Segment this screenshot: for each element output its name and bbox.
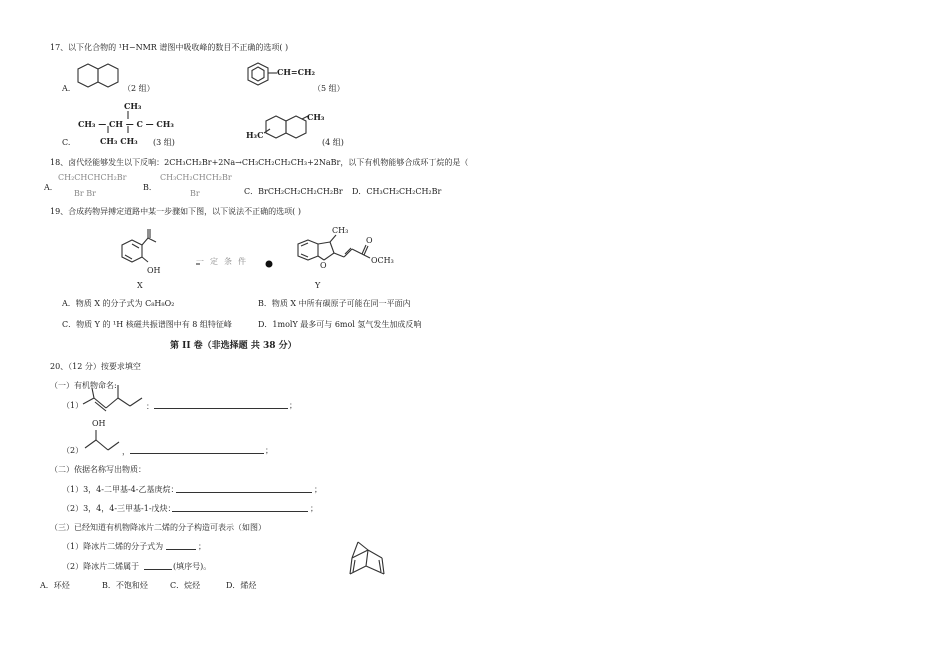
q19-option-b: B．物质 X 中所有碳原子可能在同一平面内 (258, 299, 411, 308)
q20-p2-1-label: （1）3，4-二甲基-4-乙基庚烷： (62, 485, 179, 494)
q20-p3-1-answer-line[interactable] (166, 542, 196, 553)
q20-part1-heading: （一）有机物命名: (50, 381, 117, 390)
q20-option-c: C．烷烃 (170, 581, 201, 590)
q18-option-b-formula: CH₃CH₂CHCH₂Br (160, 173, 232, 182)
q20-p1-2-oh: OH (92, 419, 106, 428)
q20-option-a: A．环烃 (40, 581, 70, 590)
q20-p1-1-answer-line[interactable]: ： (146, 401, 288, 412)
q20-p1-2-end: ； (265, 446, 273, 455)
q17-c-bottom-methyls: CH₃ CH₃ (100, 136, 138, 146)
q19-reaction-conditions: 一定条件 (196, 257, 252, 266)
q17-d-left-methyl: H₃C (246, 130, 264, 140)
q19-stem: 19、合成药物异搏定道路中某一步骤如下图，以下说法不正确的选项( ) (50, 207, 301, 216)
q20-option-b: B．不饱和烃 (102, 581, 148, 590)
q20-stem: 20、（12 分）按要求填空 (50, 362, 141, 371)
q20-option-d: D．烯烃 (226, 581, 257, 590)
q20-part2-heading: （二）依据名称写出物质： (50, 465, 146, 474)
q20-p3-1-end: ； (198, 542, 206, 551)
q20-p1-2-skeletal-structure (84, 428, 124, 454)
q17-option-a-label: A. (62, 84, 71, 93)
q18-option-b-bromine: Br (190, 189, 200, 198)
q20-p1-1-end: ； (289, 401, 297, 410)
q17-a-bicyclic-structure (77, 62, 123, 96)
q20-p3-1-label: （1）降冰片二烯的分子式为 (62, 542, 164, 551)
q20-p1-2-answer-line[interactable]: ， (122, 446, 264, 457)
q19-y-methoxy: OCH₃ (371, 256, 394, 265)
q17-option-c-groups: (3 组) (153, 138, 175, 147)
q17-option-b-groups: （5 组） (313, 84, 345, 93)
q20-part3-heading: （三）已经知道有机物降冰片二烯的分子构造可表示（如图） (50, 523, 266, 532)
q19-option-a: A．物质 X 的分子式为 C₈H₈O₂ (62, 299, 175, 308)
q19-option-c: C．物质 Y 的 ¹H 核磁共振谱图中有 8 组特征峰 (62, 320, 232, 329)
q20-p2-2-end: ； (310, 504, 318, 513)
q17-d-right-methyl: CH₃ (307, 112, 325, 122)
q20-p1-1-skeletal-structure (82, 384, 150, 412)
q19-reaction-arrow (196, 258, 272, 268)
q20-p3-2-label: （2）降冰片二烯属于 (62, 562, 140, 571)
q19-y-carbonyl-o: O (366, 236, 373, 245)
q20-p3-2-answer-line[interactable] (144, 562, 172, 573)
q17-option-a-groups: （2 组） (123, 84, 155, 93)
q20-p3-2-end: (填序号)。 (173, 562, 212, 571)
q17-option-c-label: C. (62, 138, 71, 147)
section-2-title: 第 II 卷（非选择题 共 38 分） (170, 341, 297, 351)
q19-y-ring-o: O (320, 261, 327, 270)
q18-option-c: C．BrCH₂CH₂CH₂CH₂Br (244, 187, 343, 196)
q20-p2-2-label: （2）3，4，4-三甲基-1-戊炔： (62, 504, 176, 513)
q20-norbornadiene-structure (344, 540, 392, 580)
q19-compound-y-structure (296, 232, 406, 272)
q17-option-b-formula: CH=CH₂ (277, 67, 316, 77)
q18-option-b-label: B． (143, 183, 157, 192)
q18-option-a-formula: CH₂CHCHCH₂Br (58, 173, 127, 182)
q20-p2-2-answer-line[interactable] (172, 504, 308, 515)
q17-c-main-chain: CH₃ — CH — C — CH₃ (78, 119, 174, 129)
q18-stem: 18、卤代烃能够发生以下反响：2CH₃CH₂Br+2Na→CH₃CH₂CH₂CH₃+2NaBr，以下有机物能够合成环丁烷的是（ (50, 158, 469, 167)
q17-stem: 17、以下化合物的 ¹H−NMR 谱图中吸收峰的数目不正确的选项( ) (50, 43, 289, 52)
q17-b-benzene-ring (246, 62, 272, 88)
q20-p1-2-label: （2） (62, 446, 84, 455)
q20-p2-1-end: ； (314, 485, 322, 494)
q19-option-d: D．1molY 最多可与 6mol 氢气发生加成反响 (258, 320, 422, 329)
q17-c-top-methyl: CH₃ (124, 101, 142, 111)
q17-option-d-groups: (4 组) (322, 138, 344, 147)
q19-y-methyl: CH₃ (332, 226, 349, 235)
q18-option-d: D．CH₃CH₂CH₂CH₂Br (352, 187, 442, 196)
q19-y-label: Y (315, 281, 321, 290)
q20-p1-1-label: （1） (62, 401, 84, 410)
q18-option-a-bromines: Br Br (74, 189, 96, 198)
q18-option-a-label: A． (44, 183, 58, 192)
q19-x-label: X (137, 281, 143, 290)
q20-p2-1-answer-line[interactable] (176, 485, 312, 496)
q17-d-naphthalene-structure (264, 106, 304, 146)
q19-x-hydroxyl: OH (147, 266, 161, 275)
